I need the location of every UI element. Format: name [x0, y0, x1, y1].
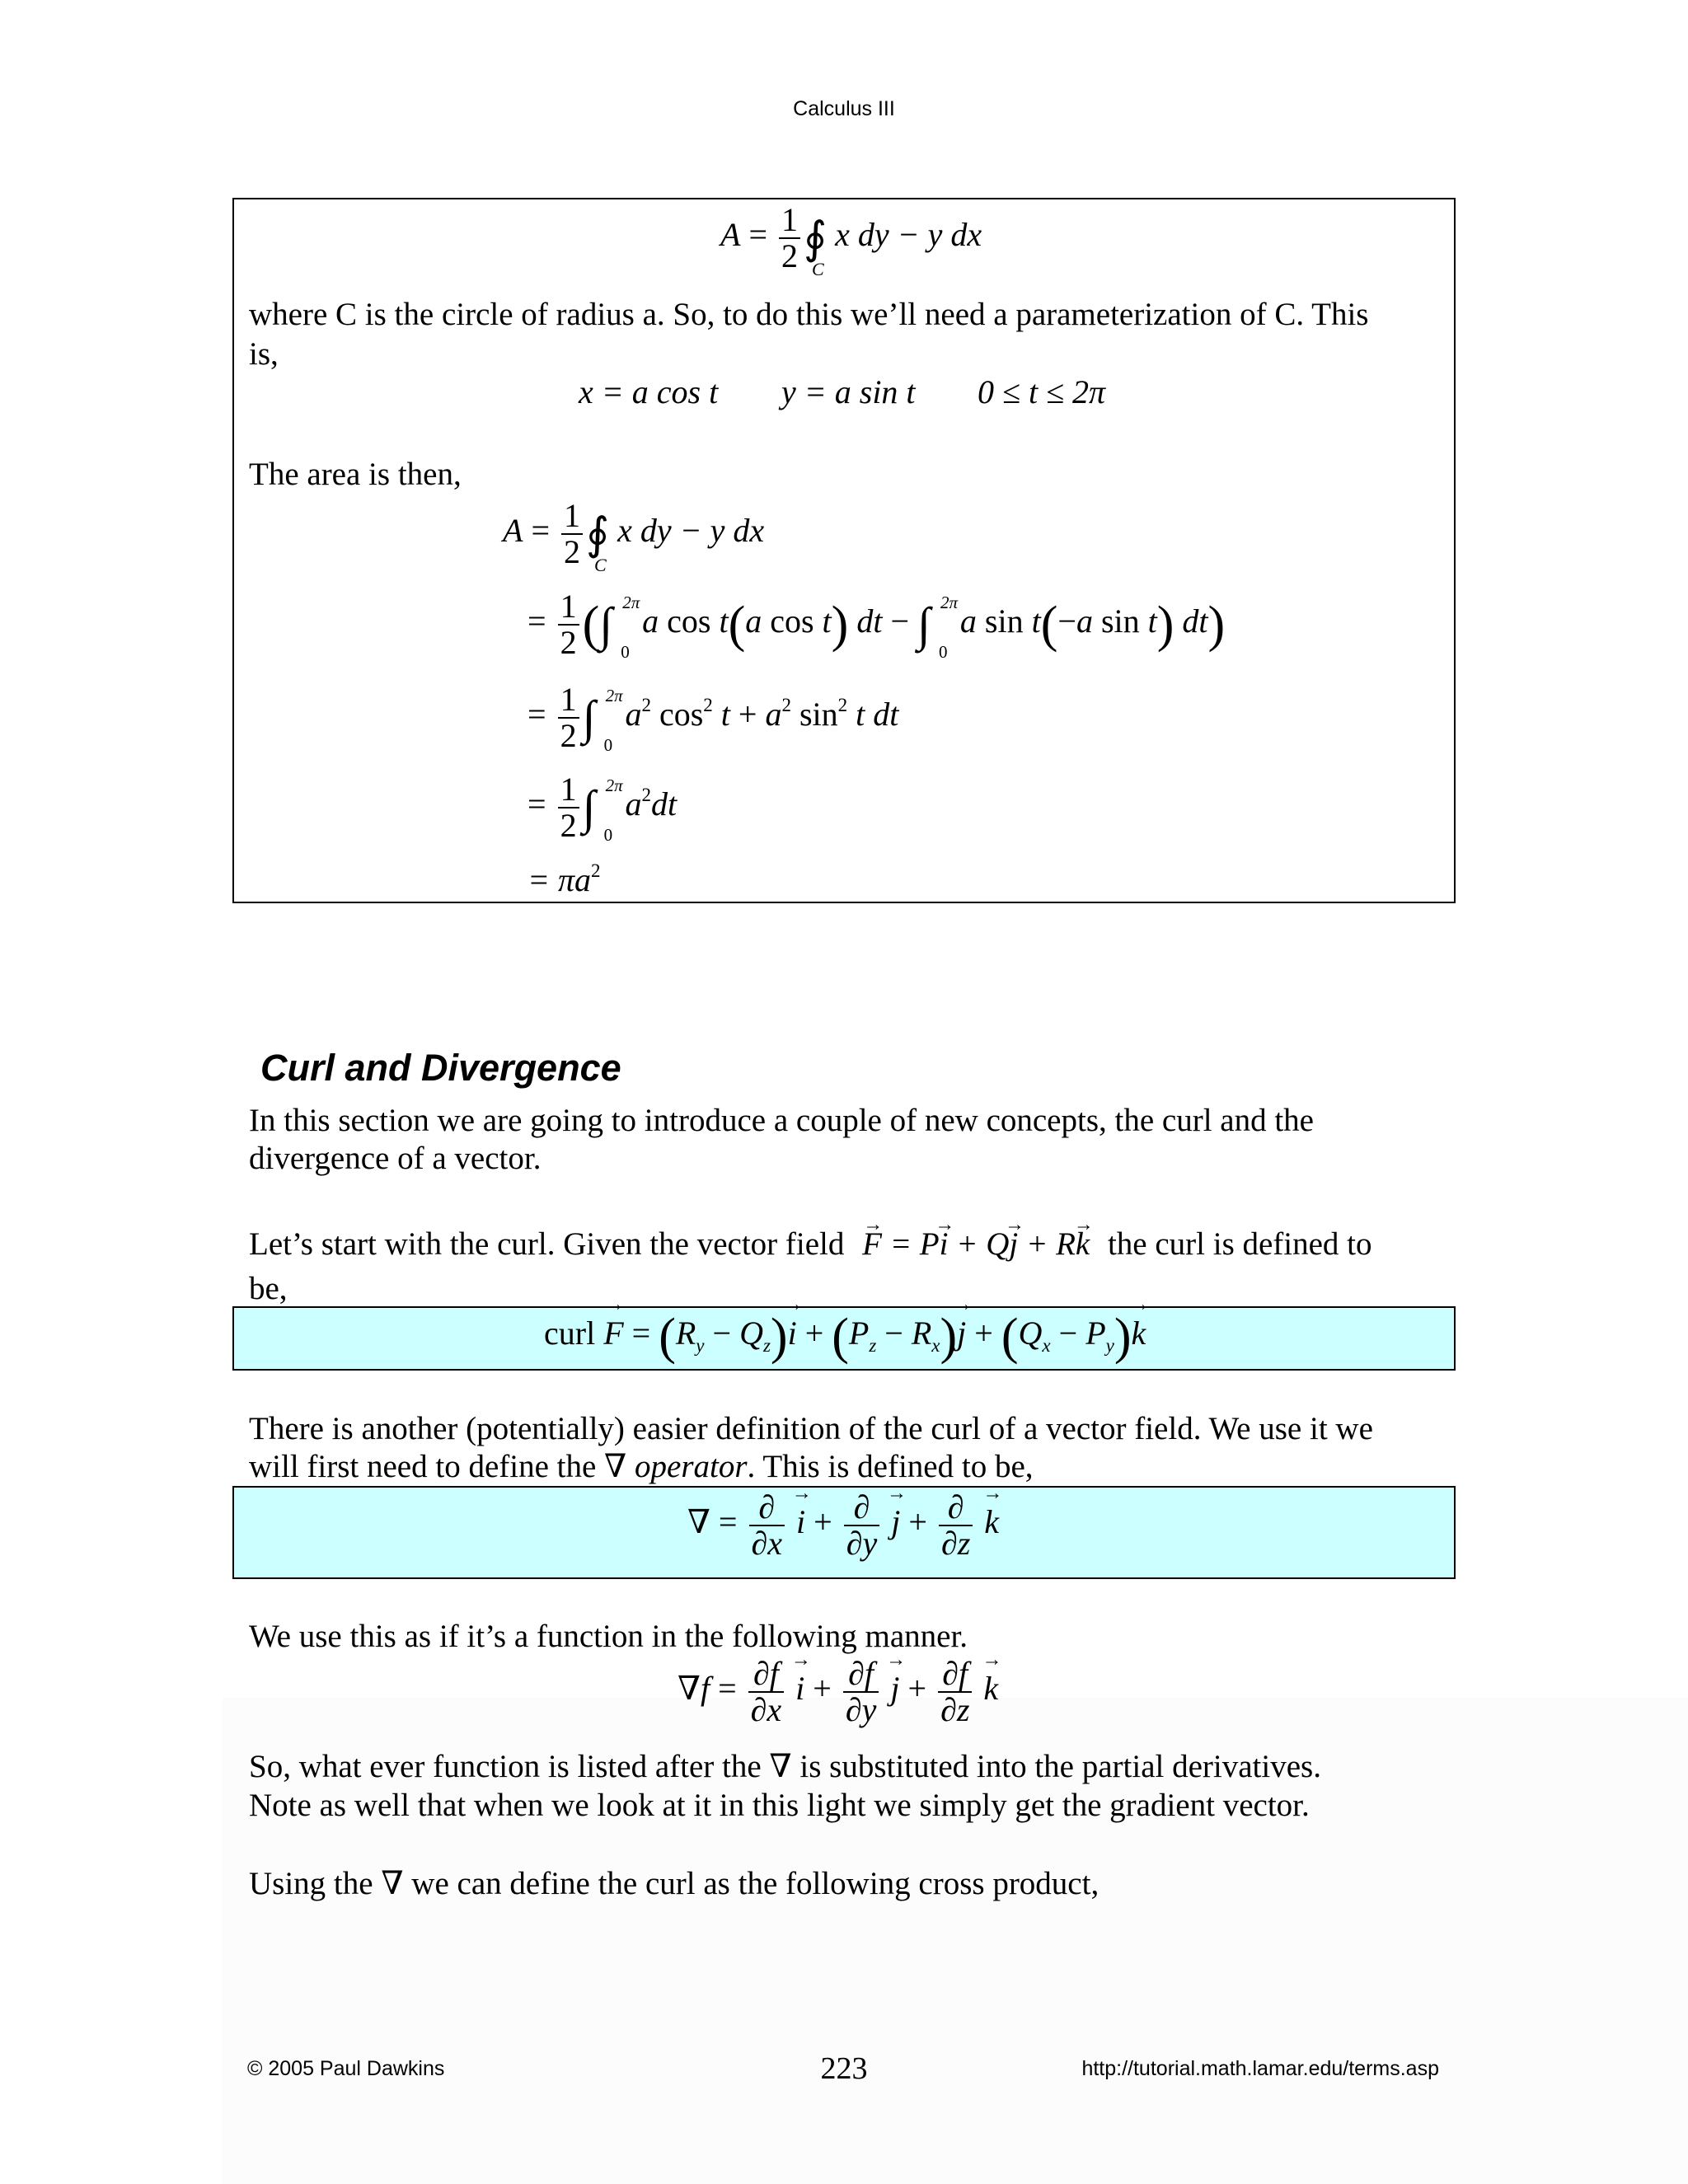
footer-copyright: © 2005 Paul Dawkins: [247, 2057, 445, 2080]
param-y: y = a sin t: [781, 373, 916, 410]
intro-line-2: divergence of a vector.: [249, 1141, 542, 1176]
where-text: where C is the circle of radius a. So, to do this we’ll need a parameterization of C. This: [249, 297, 1369, 332]
area-step-1: A = $\frac{1}{2}$ ∮ C x dy − y dx: [503, 497, 765, 575]
footer-url[interactable]: http://tutorial.math.lamar.edu/terms.asp: [1081, 2057, 1439, 2080]
area-formula: A = $\frac{1}{2}$ ∮ C x dy − y dx: [720, 201, 982, 279]
whatever-line-1: So, what ever function is listed after the ∇ is substituted into the partial derivatives.: [249, 1749, 1321, 1784]
using-nabla-text: Using the ∇ we can define the curl as the following cross product,: [249, 1866, 1100, 1901]
footer-page-number: 223: [820, 2051, 868, 2086]
whatever-line-2: Note as well that when we look at it in this light we simply get the gradient vector.: [249, 1788, 1310, 1823]
param-range: 0 ≤ t ≤ 2π: [978, 373, 1106, 410]
another-definition-line-2: will first need to define the ∇ operator. This is defined to be,: [249, 1449, 1034, 1484]
where-text-cont: is,: [249, 336, 279, 372]
running-header: Calculus III: [793, 97, 895, 120]
nabla-definition-formula: ∇ = $\frac{\partial}{\partial x}$ → i + $\frac{\partial}{\partial y}$ → j + $\frac{\partial}{\partial z}$ → k: [687, 1490, 999, 1561]
gradient-formula: ∇f = $\frac{\partial f}{\partial x}$ → i + $\frac{\partial f}{\partial y}$ → j + $\frac{\partial f}{\partial z}$ → k: [678, 1657, 998, 1727]
use-this-text: We use this as if it’s a function in the following manner.: [249, 1619, 968, 1654]
area-step-4: = $\frac{1}{2}$ ∫ 2π 0 $a^2dt$: [528, 771, 678, 845]
area-then-text: The area is then,: [249, 457, 462, 492]
area-step-final: = $\pi a^2$: [528, 860, 601, 898]
another-definition-line-1: There is another (potentially) easier definition of the curl of a vector field. We use it we: [249, 1411, 1373, 1446]
section-title: Curl and Divergence: [260, 1047, 621, 1089]
curl-definition-formula: curl → $F = (R_y - Q_z)\to i + (P_z - R_x)\to j + (Q_x - P_y)\to k$: [544, 1311, 1146, 1362]
param-x: x = a cos t: [579, 373, 719, 410]
curl-be-text: be,: [249, 1271, 288, 1306]
area-step-3: = $\frac{1}{2}$ ∫ 2π 0 $a^2$ $\cos^2 t + a^2$ $\sin^2 t$ dt: [528, 681, 899, 755]
area-step-2: = $\frac{1}{2}$ (∫ 2π 0 a cos t(a cos t) dt − ∫ 2π 0 a sin t(−a sin t) dt): [528, 588, 1226, 662]
curl-start-text: Let’s start with the curl. Given the vector field → F = P→ i + Q→ j + R→ k the curl is defined to: [249, 1225, 1372, 1264]
intro-line-1: In this section we are going to introduce a couple of new concepts, the curl and the: [249, 1103, 1314, 1138]
